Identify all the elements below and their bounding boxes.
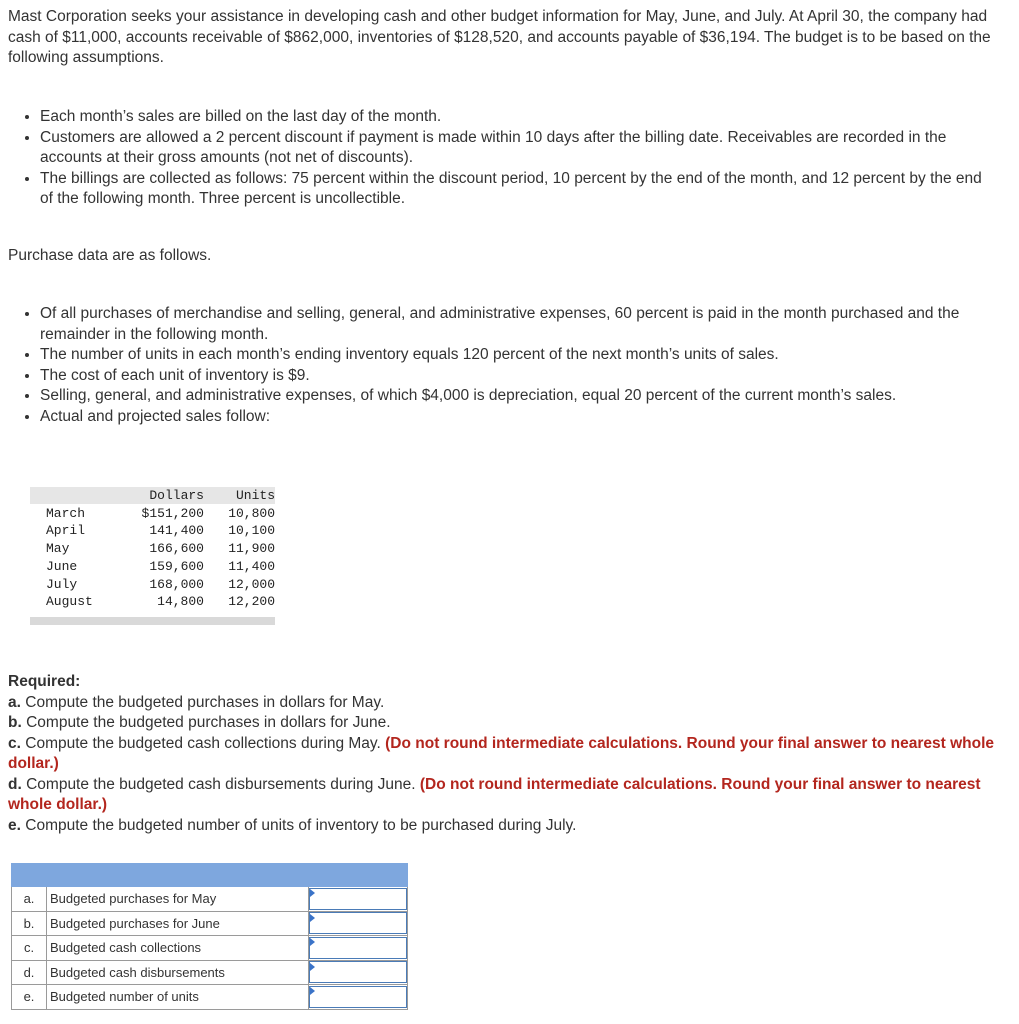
list-item: • The number of units in each month’s ending inventory equals 120 percent of the next month’s units of sales. <box>40 345 990 366</box>
required-item: d. Compute the budgeted cash disbursements during June. (Do not round intermediate calculations. Round your final answer to nearest whole dollar.) <box>8 775 981 813</box>
sales-month: July <box>46 576 78 592</box>
answer-letter: c. <box>12 936 47 961</box>
answer-input-purchases-june[interactable] <box>309 912 407 934</box>
sales-table-footer-band <box>30 617 275 625</box>
sales-units: 10,800 <box>228 505 275 521</box>
list-item: • The cost of each unit of inventory is $9. <box>40 366 990 387</box>
answer-label: Budgeted number of units <box>47 985 309 1010</box>
list-item: • The billings are collected as follows: 75 percent within the discount period, 10 percent by the end of the month, and 12 percent by the end of the following month. Three percent is uncollectible. <box>40 169 990 210</box>
sales-month: August <box>46 594 93 610</box>
purchase-data-list <box>16 304 990 427</box>
sales-month: April <box>46 523 86 539</box>
required-heading: Required: <box>8 673 81 690</box>
rounding-hint: (Do not round intermediate calculations. Round your final answer to nearest whole dollar.) <box>8 734 995 772</box>
sales-units: 12,000 <box>228 576 275 592</box>
table-row <box>12 911 408 936</box>
table-row <box>30 540 275 558</box>
sales-dollars: 141,400 <box>149 523 204 539</box>
table-row <box>30 522 275 540</box>
required-item: e. Compute the budgeted number of units of inventory to be purchased during July. <box>8 816 577 834</box>
answer-letter: a. <box>12 887 47 912</box>
answer-letter: d. <box>12 960 47 985</box>
sales-units: 11,900 <box>228 541 275 557</box>
list-item: • Customers are allowed a 2 percent discount if payment is made within 10 days after the billing date. Receivables are recorded in the accounts at their gross amounts (not net of discounts). <box>40 128 990 169</box>
answer-input-purchases-may[interactable] <box>309 888 407 910</box>
list-item: • Of all purchases of merchandise and selling, general, and administrative expenses, 60 percent is paid in the month purchased and the remainder in the following month. <box>40 304 990 345</box>
sales-table <box>30 487 275 611</box>
sales-dollars: 168,000 <box>149 576 204 592</box>
sales-month: May <box>46 541 70 557</box>
sales-header-dollars: Dollars <box>149 488 204 503</box>
table-row <box>30 505 275 523</box>
sales-dollars: $151,200 <box>141 505 204 521</box>
answer-input-cash-disbursements[interactable] <box>309 961 407 983</box>
list-item: • Selling, general, and administrative expenses, of which $4,000 is depreciation, equal 20 percent of the current month’s sales. <box>40 386 990 407</box>
table-row <box>30 593 275 611</box>
sales-units: 11,400 <box>228 558 275 574</box>
required-item: a. Compute the budgeted purchases in dollars for May. <box>8 693 385 711</box>
answer-table <box>11 863 408 1010</box>
sales-dollars: 14,800 <box>157 594 204 610</box>
list-item: • Each month’s sales are billed on the last day of the month. <box>40 107 990 128</box>
answer-input-cash-collections[interactable] <box>309 937 407 959</box>
answer-letter: e. <box>12 985 47 1010</box>
sales-table-header-row <box>30 487 275 505</box>
answer-letter: b. <box>12 911 47 936</box>
table-row <box>30 576 275 594</box>
sales-month: June <box>46 558 78 574</box>
sales-header-units: Units <box>235 488 275 503</box>
sales-dollars: 166,600 <box>149 541 204 557</box>
answer-input-units[interactable] <box>309 986 407 1008</box>
required-section <box>8 672 998 836</box>
answer-table-header <box>12 864 408 887</box>
answer-label: Budgeted purchases for June <box>47 911 309 936</box>
table-row <box>12 960 408 985</box>
problem-intro: Mast Corporation seeks your assistance in developing cash and other budget information for May, June, and July. At April 30, the company had cash of $11,000, accounts receivable of $862,000, inventories of $128,520, and accounts payable of $36,194. The budget is to be based on the following assumptions. <box>8 8 991 66</box>
required-item: c. Compute the budgeted cash collections during May. (Do not round intermediate calculations. Round your final answer to nearest whole dollar.) <box>8 734 995 772</box>
answer-label: Budgeted purchases for May <box>47 887 309 912</box>
table-row <box>12 936 408 961</box>
list-item: • Actual and projected sales follow: <box>40 407 990 428</box>
sales-header-month <box>30 487 134 505</box>
table-row <box>12 887 408 912</box>
sales-month: March <box>46 505 86 521</box>
answer-label: Budgeted cash collections <box>47 936 309 961</box>
sales-units: 12,200 <box>228 594 275 610</box>
table-row <box>12 985 408 1010</box>
sales-dollars: 159,600 <box>149 558 204 574</box>
table-row <box>30 558 275 576</box>
required-item: b. Compute the budgeted purchases in dollars for June. <box>8 714 391 731</box>
assumptions-list <box>16 107 990 210</box>
sales-table-panel <box>30 487 275 625</box>
sales-units: 10,100 <box>228 523 275 539</box>
rounding-hint: (Do not round intermediate calculations. Round your final answer to nearest whole dollar.) <box>8 775 981 813</box>
answer-label: Budgeted cash disbursements <box>47 960 309 985</box>
purchase-intro: Purchase data are as follows. <box>8 247 212 264</box>
